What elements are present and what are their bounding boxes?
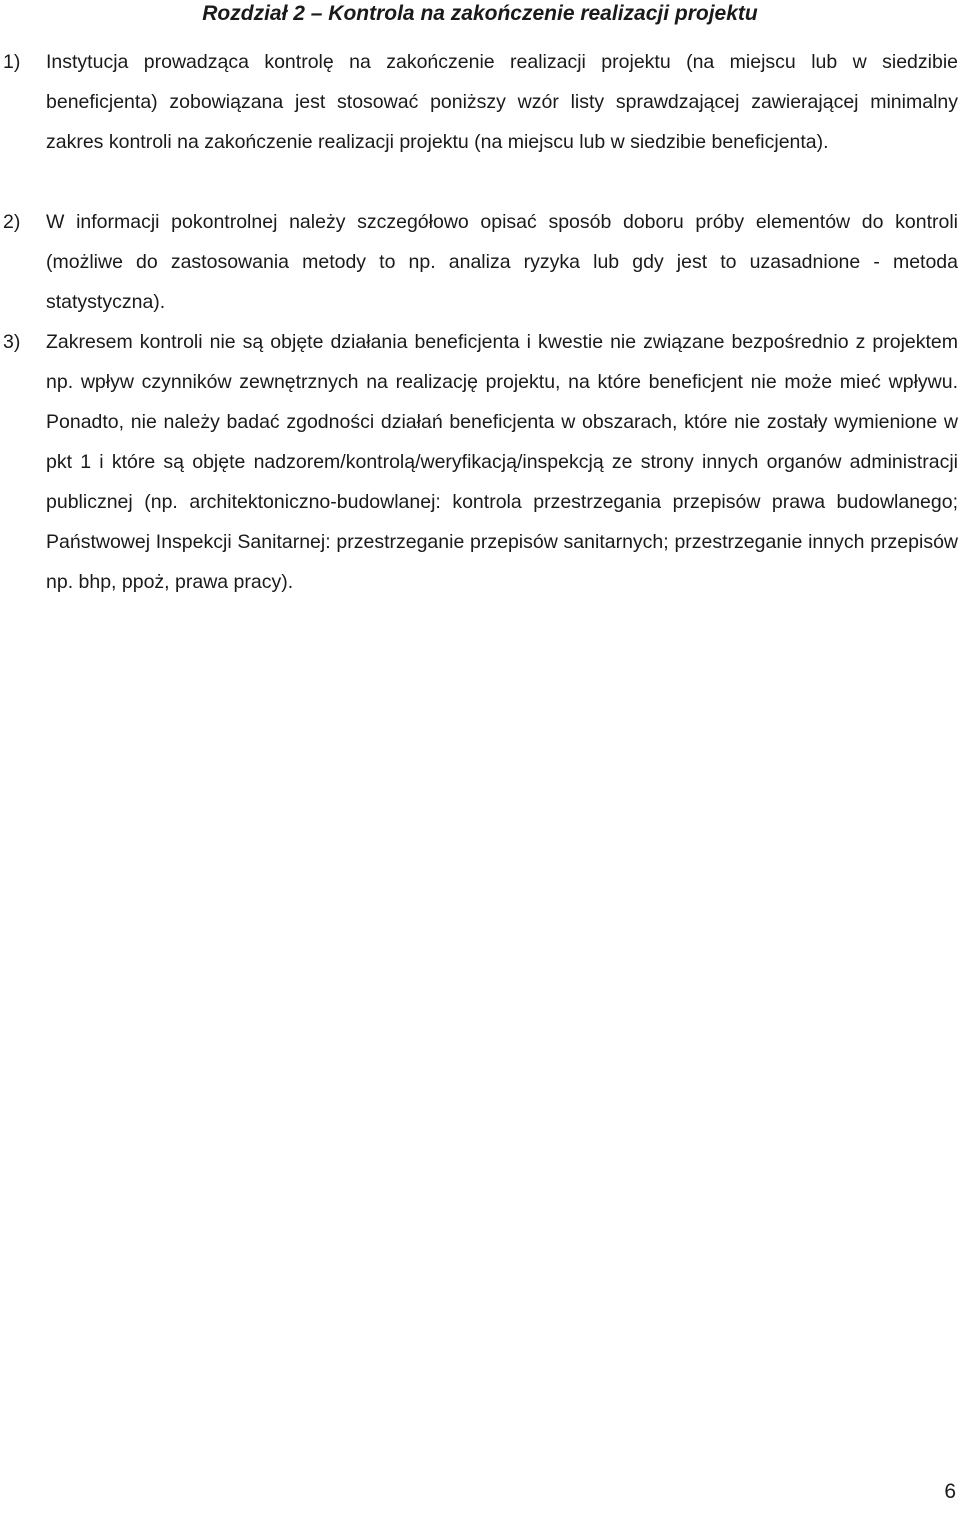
chapter-title: Rozdział 2 – Kontrola na zakończenie realizacji projektu: [202, 2, 758, 25]
page-number: 6: [944, 1480, 956, 1503]
list-item: [0, 42, 958, 162]
list-item-text: Zakresem kontroli nie są objęte działania beneficjenta i kwestie nie związane bezpośrednio z projektem np. wpływ czynników zewnętrznych na realizację projektu, na które beneficjent nie może mieć wpływu. Ponadto, nie należy badać zgodności działań beneficjenta w obszarach, które nie zostały wymienione w pkt 1 i które są objęte nadzorem/kontrolą/weryfikacją/inspekcją ze strony innych organów administracji publicznej (np. architektoniczno-budowlanej: kontrola przestrzegania przepisów prawa budowlanego; Państwowej Inspekcji Sanitarnej: przestrzeganie przepisów sanitarnych; przestrzeganie innych przepisów np. bhp, ppoż, prawa pracy).: [46, 331, 958, 593]
list-item: [0, 202, 958, 322]
list-item-number: 3): [3, 331, 21, 353]
list-item-text: Instytucja prowadząca kontrolę na zakończenie realizacji projektu (na miejscu lub w siedzibie beneficjenta) zobowiązana jest stosować poniższy wzór listy sprawdzającej zawierającej minimalny zakres kontroli na zakończenie realizacji projektu (na miejscu lub w siedzibie beneficjenta).: [46, 51, 958, 153]
list-item: [0, 322, 958, 602]
list-item-number: 2): [3, 211, 21, 233]
list-item-text: W informacji pokontrolnej należy szczegółowo opisać sposób doboru próby elementów do kontroli (możliwe do zastosowania metody to np. analiza ryzyka lub gdy jest to uzasadnione - metoda statystyczna).: [46, 211, 958, 313]
list-item-number: 1): [3, 51, 21, 73]
